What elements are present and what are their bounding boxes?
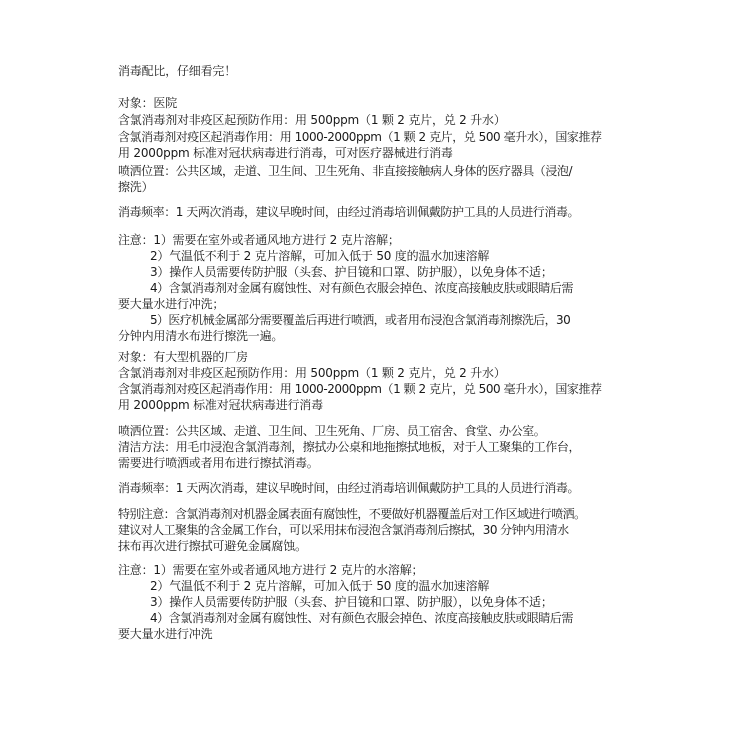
hospital-note-1: 注意：1）需要在室外或者通风地方进行 2 克片溶解； — [118, 233, 400, 247]
factory-frequency: 消毒频率：1 天两次消毒，建议早晚时间，由经过消毒培训佩戴防护工具的人员进行消毒。 — [118, 481, 580, 495]
hospital-frequency: 消毒频率：1 天两次消毒，建议早晚时间，由经过消毒培训佩戴防护工具的人员进行消毒。 — [118, 205, 580, 219]
hospital-note-4-line1: 4）含氯消毒剂对金属有腐蚀性、对有颜色衣服会掉色、浓度高接触皮肤或眼睛后需 — [150, 281, 573, 295]
factory-cleaning-line1: 清洁方法：用毛巾浸泡含氯消毒剂，擦拭办公桌和地拖擦拭地板，对于人工聚集的工作台， — [118, 440, 581, 454]
factory-dose-epidemic-line1: 含氯消毒剂对疫区起消毒作用：用 1000-2000ppm（1 颗 2 克片，兑 500 毫升水），国家推荐 — [118, 382, 602, 396]
factory-location: 喷洒位置：公共区域、走道、卫生间、卫生死角、厂房、员工宿舍、食堂、办公室。 — [118, 424, 546, 438]
factory-special-line1: 特别注意：含氯消毒剂对机器金属表面有腐蚀性，不要做好机器覆盖后对工作区域进行喷洒。 — [118, 507, 586, 521]
hospital-object: 对象：医院 — [118, 96, 178, 110]
factory-special-line3: 抹布再次进行擦拭可避免金属腐蚀。 — [118, 539, 307, 553]
hospital-note-5-line1: 5）医疗机械金属部分需要覆盖后再进行喷洒，或者用布浸泡含氯消毒剂擦洗后，30 — [150, 313, 571, 327]
factory-cleaning-line2: 需要进行喷洒或者用布进行擦拭消毒。 — [118, 456, 319, 470]
factory-object: 对象：有大型机器的厂房 — [118, 350, 248, 364]
factory-dose-non-epidemic: 含氯消毒剂对非疫区起预防作用：用 500ppm（1 颗 2 克片，兑 2 升水） — [118, 366, 506, 380]
factory-note-4-line2: 要大量水进行冲洗 — [118, 627, 213, 641]
factory-dose-epidemic-line2: 用 2000ppm 标准对冠状病毒进行消毒 — [118, 398, 323, 412]
factory-note-2: 2）气温低不利于 2 克片溶解，可加入低于 50 度的温水加速溶解 — [150, 579, 490, 593]
factory-special-line2: 建议对人工聚集的含金属工作台，可以采用抹布浸泡含氯消毒剂后擦拭，30 分钟内用清水 — [118, 523, 569, 537]
factory-note-4-line1: 4）含氯消毒剂对金属有腐蚀性、对有颜色衣服会掉色、浓度高接触皮肤或眼睛后需 — [150, 611, 573, 625]
hospital-dose-epidemic-line1: 含氯消毒剂对疫区起消毒作用：用 1000-2000ppm（1 颗 2 克片，兑 500 毫升水），国家推荐 — [118, 130, 602, 144]
hospital-note-3: 3）操作人员需要传防护服（头套、护目镜和口罩、防护服），以免身体不适； — [150, 265, 553, 279]
hospital-dose-non-epidemic: 含氯消毒剂对非疫区起预防作用：用 500ppm（1 颗 2 克片，兑 2 升水） — [118, 113, 506, 127]
hospital-note-5-line2: 分钟内用清水布进行擦洗一遍。 — [118, 329, 284, 343]
hospital-dose-epidemic-line2: 用 2000ppm 标准对冠状病毒进行消毒，可对医疗器械进行消毒 — [118, 146, 453, 160]
hospital-note-4-line2: 要大量水进行冲洗； — [118, 297, 225, 311]
factory-note-1: 注意：1）需要在室外或者通风地方进行 2 克片的水溶解； — [118, 563, 424, 577]
hospital-location-line1: 喷洒位置：公共区域，走道、卫生间、卫生死角、非直接接触病人身体的医疗器具（浸泡/ — [118, 164, 573, 178]
intro-line: 消毒配比，仔细看完！ — [118, 64, 237, 78]
hospital-note-2: 2）气温低不利于 2 克片溶解，可加入低于 50 度的温水加速溶解 — [150, 249, 490, 263]
hospital-location-line2: 擦洗） — [118, 180, 154, 194]
factory-note-3: 3）操作人员需要传防护服（头套、护目镜和口罩、防护服），以免身体不适； — [150, 595, 553, 609]
